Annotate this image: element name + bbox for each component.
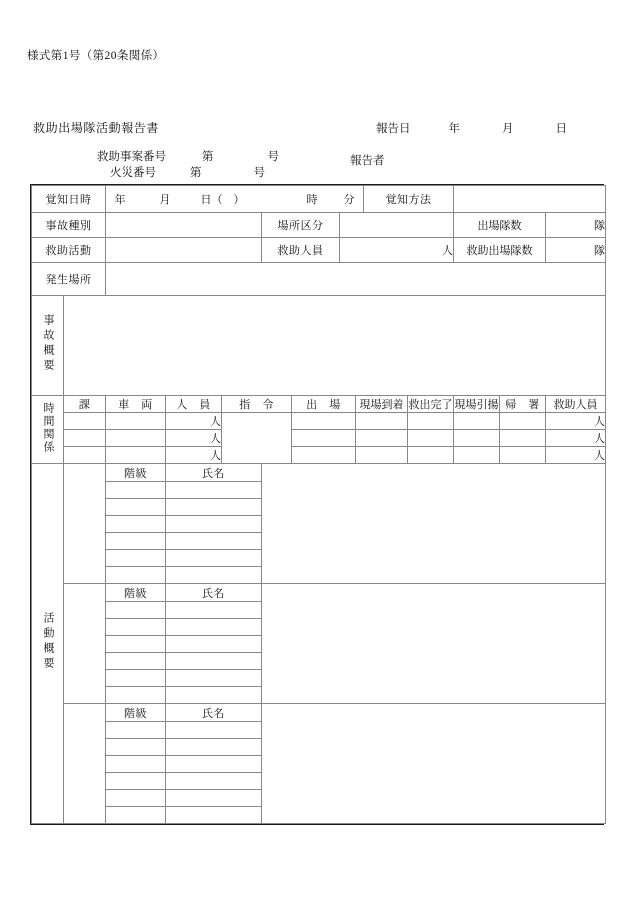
activity-rank-cell[interactable] xyxy=(106,482,166,499)
notify-datetime-label: 覚知日時 xyxy=(32,186,106,213)
activity-rank-cell[interactable] xyxy=(106,567,166,584)
col-header-section: 課 xyxy=(64,396,106,413)
cell-rescued-personnel[interactable]: 人 xyxy=(546,413,606,430)
report-date-month-unit: 月 xyxy=(502,123,514,135)
activity-block-2-spacer xyxy=(64,584,106,704)
rescued-count-label: 救助人員 xyxy=(262,238,340,263)
activity-name-cell[interactable] xyxy=(166,482,262,499)
col-header-dispatch: 出 場 xyxy=(292,396,356,413)
activity-block-2-name-header: 氏名 xyxy=(166,584,262,602)
col-header-order: 指 令 xyxy=(222,396,292,413)
time-relation-label: 時間関係 xyxy=(32,396,64,464)
occurrence-place-label: 発生場所 xyxy=(32,263,106,296)
case-number-suffix: 号 xyxy=(267,151,279,163)
form-grid xyxy=(31,185,606,824)
report-date-year-unit: 年 xyxy=(448,123,460,135)
place-division-value[interactable] xyxy=(340,213,454,238)
cell-dispatch[interactable] xyxy=(292,413,356,430)
accident-type-value[interactable] xyxy=(106,213,262,238)
notify-year-unit: 年 xyxy=(114,194,126,206)
page-title: 救助出場隊活動報告書 xyxy=(33,121,160,135)
notify-method-value[interactable] xyxy=(454,186,606,213)
notify-month-unit: 月 xyxy=(159,194,171,206)
accident-summary-label: 事故概要 xyxy=(32,296,64,396)
notify-day-unit: 日（ ） xyxy=(200,194,245,206)
activity-rank-cell[interactable] xyxy=(106,602,166,619)
accident-summary-value[interactable] xyxy=(64,296,606,396)
activity-rank-cell[interactable] xyxy=(106,653,166,670)
activity-block-1-spacer xyxy=(64,464,106,584)
col-header-return: 帰 署 xyxy=(500,396,546,413)
cell-rescue-complete[interactable] xyxy=(408,413,454,430)
activity-block-3-spacer xyxy=(64,704,106,824)
activity-block-3-notes[interactable] xyxy=(262,704,606,824)
activity-rank-cell[interactable] xyxy=(106,619,166,636)
activity-rank-cell[interactable] xyxy=(106,756,166,773)
col-header-withdrawal: 現場引揚 xyxy=(454,396,500,413)
case-number-prefix: 第 xyxy=(202,151,214,163)
activity-rank-cell[interactable] xyxy=(106,670,166,687)
notify-hour-unit: 時 xyxy=(306,194,318,206)
cell-withdrawal[interactable] xyxy=(454,430,500,447)
notify-method-label: 覚知方法 xyxy=(364,186,454,213)
activity-block-3-name-header: 氏名 xyxy=(166,704,262,722)
rescue-activity-value[interactable] xyxy=(106,238,262,263)
activity-summary-label: 活動概要 xyxy=(32,464,64,824)
activity-name-cell[interactable] xyxy=(166,550,262,567)
activity-rank-cell[interactable] xyxy=(106,722,166,739)
cell-dispatch[interactable] xyxy=(292,447,356,464)
cell-personnel[interactable]: 人 xyxy=(166,447,222,464)
activity-block-1-name-header: 氏名 xyxy=(166,464,262,482)
activity-block-1-rank-header: 階級 xyxy=(106,464,166,482)
activity-name-cell[interactable] xyxy=(166,739,262,756)
activity-rank-cell[interactable] xyxy=(106,636,166,653)
rescue-unit-count-label: 救助出場隊数 xyxy=(454,238,546,263)
cell-personnel[interactable]: 人 xyxy=(166,413,222,430)
activity-name-cell[interactable] xyxy=(166,533,262,550)
activity-block-2-notes[interactable] xyxy=(262,584,606,704)
case-number-line xyxy=(97,148,279,164)
cell-section[interactable] xyxy=(64,447,106,464)
row-notification-datetime xyxy=(32,186,606,213)
activity-block-1-notes[interactable] xyxy=(262,464,606,584)
activity-name-cell[interactable] xyxy=(166,619,262,636)
cell-return[interactable] xyxy=(500,430,546,447)
row-accident-type xyxy=(32,213,606,238)
fire-number-prefix: 第 xyxy=(190,167,202,179)
notify-minute-unit: 分 xyxy=(343,194,355,206)
rescue-unit-count-value[interactable]: 隊 xyxy=(546,238,606,263)
cell-rescue-complete[interactable] xyxy=(408,430,454,447)
col-header-arrival: 現場到着 xyxy=(356,396,408,413)
activity-block-3-header xyxy=(32,704,606,722)
activity-rank-cell[interactable] xyxy=(106,516,166,533)
activity-rank-cell[interactable] xyxy=(106,550,166,567)
activity-block-2-header xyxy=(32,584,606,602)
dispatch-unit-count-value[interactable]: 隊 xyxy=(546,213,606,238)
col-header-rescued-personnel: 救助人員 xyxy=(546,396,606,413)
row-rescue-activity xyxy=(32,238,606,263)
activity-block-1-header xyxy=(32,464,606,482)
cell-personnel[interactable]: 人 xyxy=(166,430,222,447)
activity-name-cell[interactable] xyxy=(166,756,262,773)
form-code-label: 様式第1号（第20条関係） xyxy=(27,50,165,62)
report-date-day-unit: 日 xyxy=(555,123,567,135)
activity-rank-cell[interactable] xyxy=(106,687,166,704)
report-date-line xyxy=(376,120,567,136)
activity-name-cell[interactable] xyxy=(166,687,262,704)
time-relation-header-row xyxy=(32,396,606,413)
cell-vehicle[interactable] xyxy=(106,430,166,447)
col-header-rescue-complete: 救出完了 xyxy=(408,396,454,413)
cell-section[interactable] xyxy=(64,413,106,430)
cell-withdrawal[interactable] xyxy=(454,447,500,464)
activity-rank-cell[interactable] xyxy=(106,499,166,516)
place-division-label: 場所区分 xyxy=(262,213,340,238)
cell-withdrawal[interactable] xyxy=(454,413,500,430)
cell-order[interactable] xyxy=(222,413,292,464)
occurrence-place-value[interactable] xyxy=(106,263,606,296)
cell-return[interactable] xyxy=(500,447,546,464)
row-accident-summary xyxy=(32,296,606,396)
col-header-vehicle: 車 両 xyxy=(106,396,166,413)
cell-vehicle[interactable] xyxy=(106,413,166,430)
cell-dispatch[interactable] xyxy=(292,430,356,447)
activity-name-cell[interactable] xyxy=(166,567,262,584)
cell-arrival[interactable] xyxy=(356,430,408,447)
rescued-count-value[interactable]: 人 xyxy=(340,238,454,263)
activity-name-cell[interactable] xyxy=(166,670,262,687)
activity-name-cell[interactable] xyxy=(166,722,262,739)
activity-name-cell[interactable] xyxy=(166,653,262,670)
activity-rank-cell[interactable] xyxy=(106,739,166,756)
fire-number-suffix: 号 xyxy=(253,167,265,179)
activity-rank-cell[interactable] xyxy=(106,790,166,807)
cell-return[interactable] xyxy=(500,413,546,430)
dispatch-unit-count-label: 出場隊数 xyxy=(454,213,546,238)
fire-number-label: 火災番号 xyxy=(110,167,156,179)
activity-rank-cell[interactable] xyxy=(106,807,166,824)
activity-name-cell[interactable] xyxy=(166,773,262,790)
notify-datetime-input[interactable] xyxy=(106,186,364,213)
time-relation-row xyxy=(32,447,606,464)
time-relation-row xyxy=(32,413,606,430)
cell-vehicle[interactable] xyxy=(106,447,166,464)
cell-rescue-complete[interactable] xyxy=(408,447,454,464)
activity-name-cell[interactable] xyxy=(166,499,262,516)
time-relation-row xyxy=(32,430,606,447)
main-form-table xyxy=(30,184,604,825)
report-date-label: 報告日 xyxy=(376,123,411,135)
activity-name-cell[interactable] xyxy=(166,790,262,807)
activity-block-3-rank-header: 階級 xyxy=(106,704,166,722)
cell-rescued-personnel[interactable]: 人 xyxy=(546,430,606,447)
activity-rank-cell[interactable] xyxy=(106,533,166,550)
activity-name-cell[interactable] xyxy=(166,516,262,533)
cell-arrival[interactable] xyxy=(356,447,408,464)
activity-name-cell[interactable] xyxy=(166,602,262,619)
accident-type-label: 事故種別 xyxy=(32,213,106,238)
rescue-activity-label: 救助活動 xyxy=(32,238,106,263)
cell-section[interactable] xyxy=(64,430,106,447)
fire-number-line xyxy=(110,164,265,180)
case-number-label: 救助事案番号 xyxy=(97,151,166,163)
activity-rank-cell[interactable] xyxy=(106,773,166,790)
activity-block-2-rank-header: 階級 xyxy=(106,584,166,602)
reporter-label: 報告者 xyxy=(350,155,385,167)
row-occurrence-place xyxy=(32,263,606,296)
col-header-personnel: 人 員 xyxy=(166,396,222,413)
cell-rescued-personnel[interactable]: 人 xyxy=(546,447,606,464)
cell-arrival[interactable] xyxy=(356,413,408,430)
activity-name-cell[interactable] xyxy=(166,636,262,653)
activity-name-cell[interactable] xyxy=(166,807,262,824)
